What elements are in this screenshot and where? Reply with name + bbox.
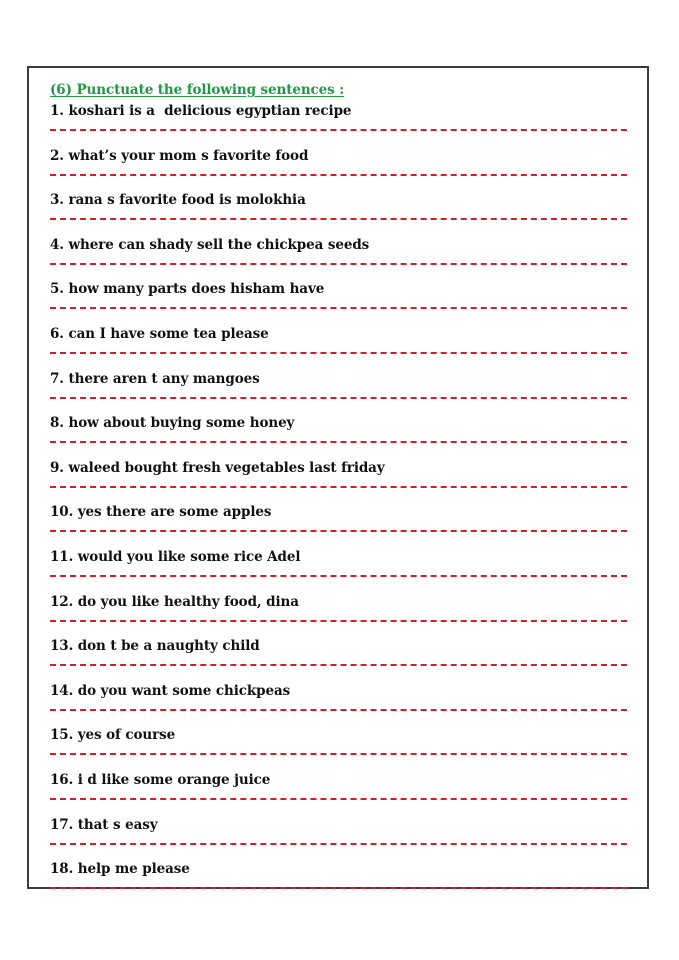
- sentence-text: 14. do you want some chickpeas: [50, 682, 291, 699]
- answer-line[interactable]: [50, 620, 627, 622]
- answer-line[interactable]: [50, 530, 627, 532]
- sentence-text: 13. don t be a naughty child: [50, 638, 260, 655]
- sentence-text: 4. where can shady sell the chickpea seeds: [50, 236, 370, 253]
- answer-line[interactable]: [50, 397, 627, 399]
- sentence-item: [50, 460, 627, 504]
- sentence-text: 16. i d like some orange juice: [50, 772, 271, 788]
- answer-line[interactable]: [50, 174, 627, 176]
- answer-line[interactable]: [50, 664, 627, 666]
- sentence-text: 11. would you like some rice Adel: [50, 549, 301, 565]
- answer-line[interactable]: [50, 798, 627, 800]
- sentence-item: [50, 594, 627, 638]
- sentence-text: 6. can I have some tea please: [50, 326, 269, 342]
- sentence-item: [50, 148, 627, 192]
- sentence-item: [50, 326, 627, 370]
- sentence-item: [50, 772, 627, 816]
- sentence-text: 2. what’s your mom s favorite food: [50, 147, 309, 164]
- sentence-item: [50, 415, 627, 459]
- sentence-text: 1. koshari is a delicious egyptian recipe: [50, 103, 352, 119]
- sentence-text: 3. rana s favorite food is molokhia: [50, 192, 306, 209]
- sentence-text: 12. do you like healthy food, dina: [50, 593, 299, 610]
- sentence-item: [50, 281, 627, 325]
- answer-line[interactable]: [50, 753, 627, 755]
- worksheet-frame: [27, 66, 649, 889]
- answer-line[interactable]: [50, 709, 627, 711]
- sentence-item: [50, 683, 627, 727]
- sentence-item: [50, 237, 627, 281]
- sentence-item: [50, 817, 627, 861]
- answer-line[interactable]: [50, 129, 627, 131]
- answer-line[interactable]: [50, 307, 627, 309]
- exercise-heading: (6) Punctuate the following sentences :: [50, 82, 345, 98]
- sentence-item: [50, 861, 627, 905]
- answer-line[interactable]: [50, 575, 627, 577]
- sentence-text: 18. help me please: [50, 861, 190, 878]
- sentence-text: 15. yes of course: [50, 727, 176, 744]
- sentence-text: 10. yes there are some apples: [50, 504, 272, 521]
- answer-line[interactable]: [50, 352, 627, 354]
- sentence-text: 9. waleed bought fresh vegetables last friday: [50, 459, 385, 476]
- sentence-item: [50, 727, 627, 771]
- sentence-item: [50, 103, 627, 147]
- answer-line[interactable]: [50, 887, 627, 889]
- sentence-text: 17. that s easy: [50, 816, 158, 833]
- answer-line[interactable]: [50, 843, 627, 845]
- answer-line[interactable]: [50, 486, 627, 488]
- sentence-item: [50, 192, 627, 236]
- answer-line[interactable]: [50, 263, 627, 265]
- answer-line[interactable]: [50, 441, 627, 443]
- answer-line[interactable]: [50, 218, 627, 220]
- sentence-text: 8. how about buying some honey: [50, 415, 295, 432]
- sentence-item: [50, 371, 627, 415]
- sentence-item: [50, 638, 627, 682]
- sentence-item: [50, 549, 627, 593]
- sentence-text: 7. there aren t any mangoes: [50, 370, 260, 387]
- sentence-text: 5. how many parts does hisham have: [50, 281, 325, 298]
- sentence-item: [50, 504, 627, 548]
